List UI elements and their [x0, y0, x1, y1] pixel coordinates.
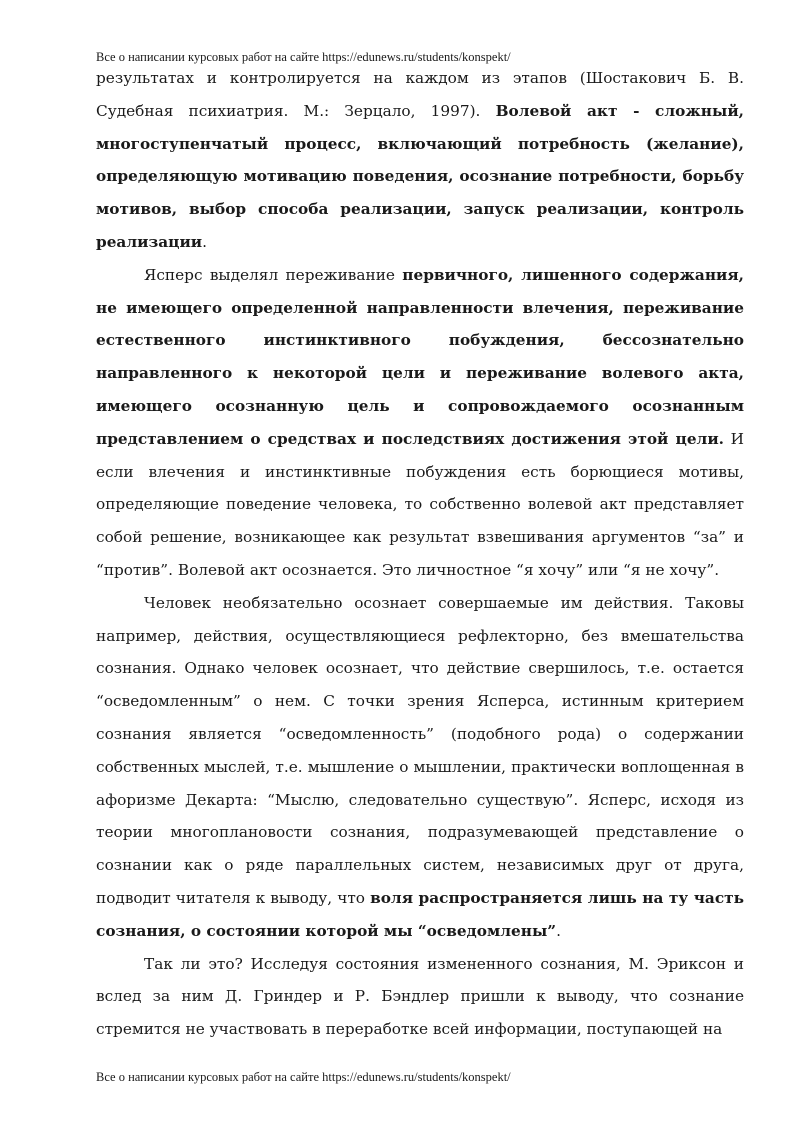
paragraph-2-run-3: И если влечения и инстинктивные побуждения есть борющиеся мотивы, определяющие поведение человека, то собственно волевой акт представляет собой решение, возникающее как результат взвешивания аргументов “за” и “против”. Волевой акт осознается. Это личностное “я хочу” или “я не хочу”. — [96, 429, 745, 579]
paragraph-3-bold-run: воля распространяется лишь на ту часть сознания, о состоянии которой мы “осведомлены” — [96, 888, 745, 940]
paragraph-3-run-3: . — [556, 921, 561, 940]
paragraph-1-run-1: результатах и контролируется на каждом из этапов (Шостакович Б. В. Судебная психиатрия. М.: Зерцало, 1997). — [96, 69, 744, 120]
paragraph-3 — [96, 587, 744, 948]
paragraph-1-bold-run: Волевой акт - сложный, многоступенчатый процесс, включающий потребность (желание), определяющую мотивацию поведения, осознание потребности, борьбу мотивов, выбор способа реализации, запуск реализации, контроль реализации — [96, 101, 744, 251]
page-header: Все о написании курсовых работ на сайте https://edunews.ru/students/konspekt/ — [96, 50, 511, 64]
paragraph-2 — [96, 259, 744, 587]
paragraph-4 — [96, 948, 744, 1046]
page-footer: Все о написании курсовых работ на сайте https://edunews.ru/students/konspekt/ — [96, 1070, 511, 1084]
paragraph-1-run-3: . — [202, 232, 208, 251]
paragraph-1 — [96, 62, 744, 259]
paragraph-2-run-1: Ясперс выделял переживание — [144, 265, 403, 284]
paragraph-4-run-1: Так ли это? Исследуя состояния измененного сознания, М. Эриксон и вслед за ним Д. Гриндер и Р. Бэндлер пришли к выводу, что сознание стремится не участвовать в переработке всей информации, поступающей на — [96, 954, 744, 1039]
paragraph-2-bold-run: первичного, лишенного содержания, не имеющего определенной направленности влечения, переживание естественного инстинктивного побуждения, бессознательно направленного к некоторой цели и переживание волевого акта, имеющего осознанную цель и сопровождаемого осознанным представлением о средствах и последствиях достижения этой цели. — [96, 265, 744, 448]
paragraph-3-run-1: Человек необязательно осознает совершаемые им действия. Таковы например, действия, осуществляющиеся рефлекторно, без вмешательства сознания. Однако человек осознает, что действие свершилось, т.е. остается “осведомленным” о нем. С точки зрения Ясперса, истинным критерием сознания является “осведомленность” (подобного рода) о содержании собственных мыслей, т.е. мышление о мышлении, практически воплощенная в афоризме Декарта: “Мыслю, следовательно существую”. Ясперс, исходя из теории многоплановости сознания, подразумевающей представление о сознании как о ряде параллельных систем, независимых друг от друга, подводит читателя к выводу, что — [96, 593, 744, 907]
document-body — [96, 62, 744, 1046]
